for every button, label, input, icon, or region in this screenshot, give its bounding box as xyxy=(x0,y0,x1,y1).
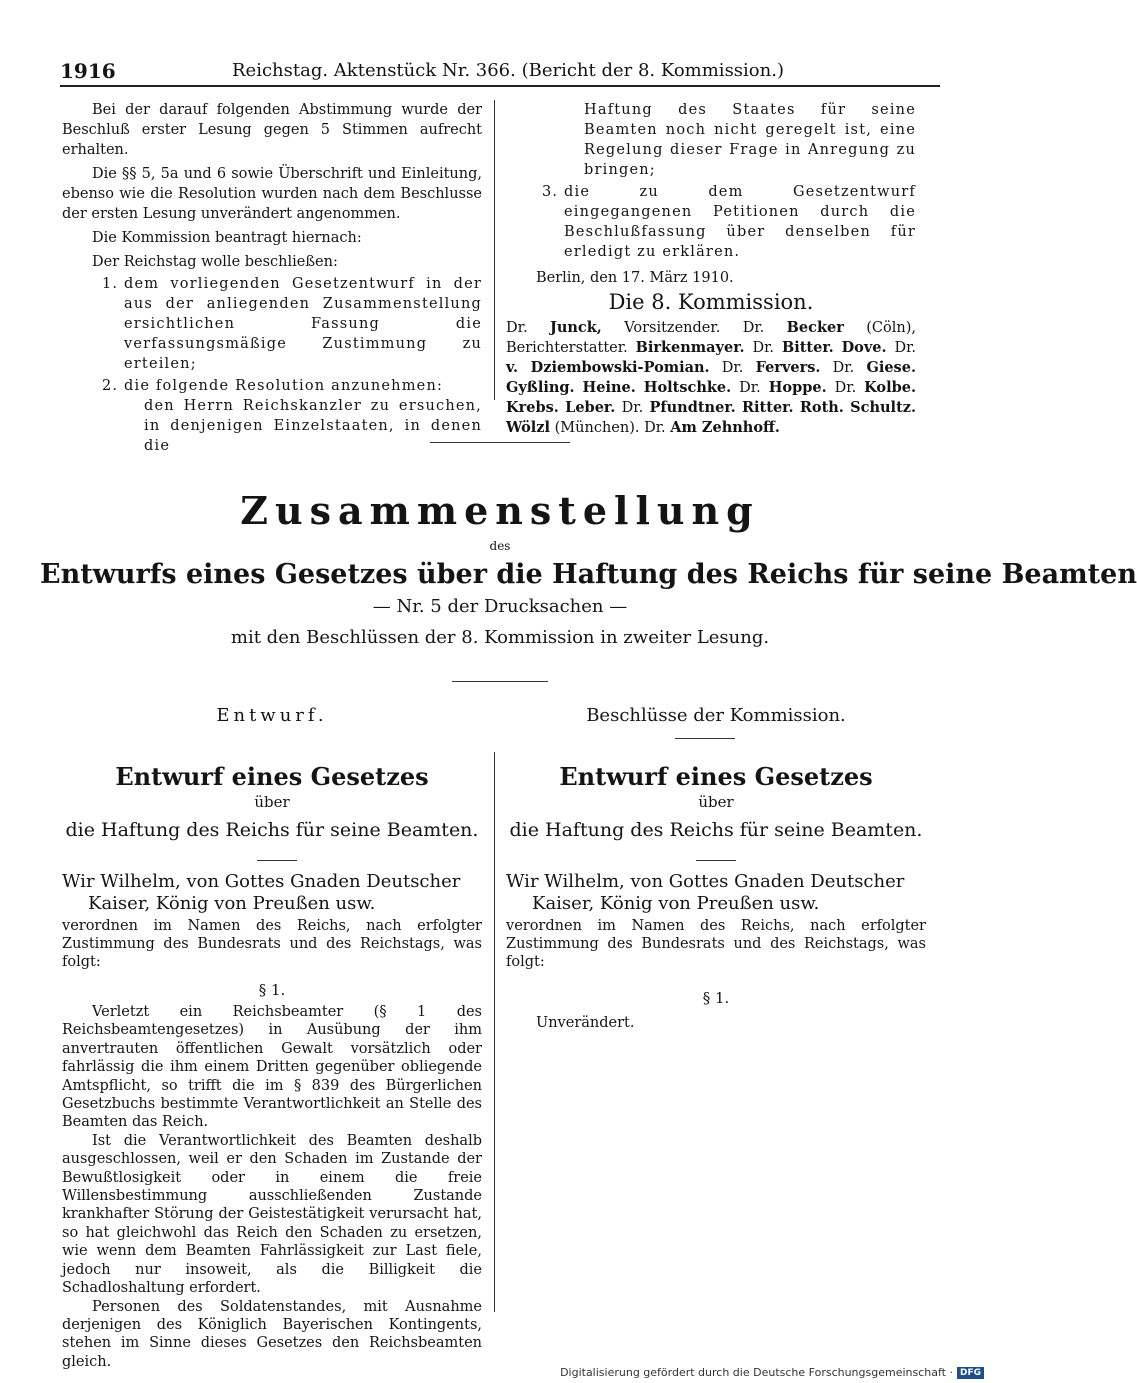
item-text: dem vorliegenden Gesetzentwurf in der aus der anliegenden Zusammenstellung ersichtlichen Fassung die verfassungsmäßige Zustimmung zu erteilen; xyxy=(124,276,482,372)
page-header xyxy=(60,55,940,87)
druck-reference: — Nr. 5 der Drucksachen — xyxy=(372,596,628,617)
title-des: des xyxy=(489,539,511,553)
preamble-verordnen: verordnen im Namen des Reichs, nach erfolgter Zustimmung des Bundesrats und des Reichstags, was folgt: xyxy=(506,918,926,970)
preamble-verordnen: verordnen im Namen des Reichs, nach erfolgter Zustimmung des Bundesrats und des Reichstags, was folgt: xyxy=(62,918,482,970)
member-name: Birkenmayer. xyxy=(635,339,745,356)
member-name: Giese. xyxy=(866,359,916,376)
report-paragraph: Die Kommission beantragt hiernach: xyxy=(92,230,362,246)
report-paragraph: Der Reichstag wolle beschließen: xyxy=(92,254,338,270)
member-name: Leber. xyxy=(565,399,616,416)
separator-rule xyxy=(675,738,735,739)
member-text: Dr. xyxy=(826,380,865,396)
preamble-line: Kaiser, König von Preußen usw. xyxy=(88,893,376,914)
paragraph-number: § 1. xyxy=(702,989,730,1007)
draft-right-section xyxy=(506,762,926,1033)
running-title: Reichstag. Aktenstück Nr. 366. (Bericht der 8. Kommission.) xyxy=(232,60,784,81)
member-text: Dr. xyxy=(744,340,782,356)
member-text: Dr. xyxy=(709,360,756,376)
report-right-column xyxy=(506,100,916,438)
section-title: Entwurf eines Gesetzes xyxy=(115,762,429,791)
report-paragraph: Die §§ 5, 5a und 6 sowie Überschrift und Einleitung, ebenso wie die Resolution wurden nach dem Beschlusse der ersten Lesung unverändert angenommen. xyxy=(62,166,482,222)
title-block xyxy=(40,488,1137,648)
item-text: die folgende Resolution anzunehmen: xyxy=(124,378,444,394)
member-name: Heine. xyxy=(582,379,636,396)
item-text: die zu dem Gesetzentwurf eingegangenen Petitionen durch die Beschlußfassung über denselben für erledigt zu erklären. xyxy=(564,184,916,260)
member-name: Ritter. xyxy=(741,399,794,416)
item-number: 2. xyxy=(102,378,119,394)
committee-members xyxy=(506,318,916,438)
preamble xyxy=(62,871,482,915)
item-number: 3. xyxy=(542,184,559,200)
member-name: Schultz. xyxy=(850,399,917,416)
report-left-column xyxy=(62,100,482,456)
column-divider xyxy=(494,752,495,1312)
member-name: Pfundtner. xyxy=(649,399,736,416)
member-text xyxy=(834,340,842,356)
section-title: Entwurf eines Gesetzes xyxy=(559,762,873,791)
column-divider xyxy=(494,100,495,400)
member-name: Fervers. xyxy=(755,359,821,376)
member-name: Dove. xyxy=(841,339,887,356)
paragraph-body xyxy=(62,1003,482,1371)
law-paragraph: Ist die Verantwortlichkeit des Beamten deshalb ausgeschlossen, weil er den Schaden im Zustande der Bewußtlosigkeit oder in einem die freie Willensbestimmung ausschließenden Zustande krankhafter Störung der Geistestätigkeit verursacht hat, so hat gleichwohl das Reich den Schaden zu ersetzen, wie wenn dem Beamten Fahrlässigkeit zur Last fiele, jedoch nur insoweit, als die Billigkeit die Schadloshaltung erfordert. xyxy=(62,1132,482,1297)
law-paragraph: Verletzt ein Reichsbeamter (§ 1 des Reichsbeamtengesetzes) in Ausübung der ihm anvertrauten öffentlichen Gewalt vorsätzlich oder fahrlässig die ihm einem Dritten gegenüber obliegende Amtspflicht, so trifft die im § 839 des Bürgerlichen Gesetzbuchs bestimmte Verantwortlichkeit an Stelle des Beamten das Reich. xyxy=(62,1004,482,1131)
item-number: 1. xyxy=(102,276,119,292)
signature-title: Die 8. Kommission. xyxy=(608,290,814,314)
preamble-line: Wir Wilhelm, von Gottes Gnaden Deutscher xyxy=(506,871,905,892)
member-name: Becker xyxy=(786,319,844,336)
member-name: Am Zehnhoff. xyxy=(670,419,780,436)
title-commission-line: mit den Beschlüssen der 8. Kommission in zweiter Lesung. xyxy=(230,627,770,648)
separator-rule xyxy=(257,860,297,861)
footer-credit xyxy=(560,1366,984,1379)
member-text: Vorsitzender. Dr. xyxy=(601,320,787,336)
resolution-continuation: Haftung des Staates für seine Beamten noch nicht geregelt ist, eine Regelung dieser Frage in Anregung zu bringen; xyxy=(584,102,916,178)
proposal-item-2 xyxy=(102,376,482,396)
preamble-line: Kaiser, König von Preußen usw. xyxy=(532,893,820,914)
member-name: Krebs. xyxy=(506,399,559,416)
section-subject: die Haftung des Reichs für seine Beamten. xyxy=(65,819,479,841)
section-subject: die Haftung des Reichs für seine Beamten. xyxy=(509,819,923,841)
section-ueber: über xyxy=(698,793,734,811)
document-title: Zusammenstellung xyxy=(240,488,760,533)
preamble xyxy=(506,871,926,915)
page-number: 1916 xyxy=(60,59,116,83)
proposal-item-3 xyxy=(542,182,916,262)
right-column-heading: Beschlüsse der Kommission. xyxy=(586,705,846,726)
law-paragraph: Personen des Soldatenstandes, mit Ausnahme derjenigen des Königlich Bayerischen Kontingents, stehen im Sinne dieses Gesetzes den Reichsbeamten gleich. xyxy=(62,1298,482,1370)
paragraph-number: § 1. xyxy=(258,981,286,999)
member-name: v. Dziembowski-Pomian. xyxy=(506,359,710,376)
member-name: Gyßling. xyxy=(506,379,575,396)
unchanged-note: Unverändert. xyxy=(536,1015,635,1031)
left-column-heading: Entwurf. xyxy=(216,705,328,726)
member-text: Dr. xyxy=(820,360,867,376)
member-name: Holtschke. xyxy=(643,379,732,396)
proposal-item-1 xyxy=(102,274,482,374)
separator-rule xyxy=(696,860,736,861)
separator-rule xyxy=(430,442,570,443)
member-text: (München). Dr. xyxy=(550,420,671,436)
report-date: Berlin, den 17. März 1910. xyxy=(536,270,734,286)
member-text: Dr. xyxy=(886,340,917,356)
preamble-line: Wir Wilhelm, von Gottes Gnaden Deutscher xyxy=(62,871,461,892)
member-name: Hoppe. xyxy=(768,379,827,396)
member-name: Bitter. xyxy=(781,339,834,356)
draft-left-section xyxy=(62,762,482,1371)
member-name: Kolbe. xyxy=(864,379,917,396)
report-paragraph: Bei der darauf folgenden Abstimmung wurde der Beschluß erster Lesung gegen 5 Stimmen aufrecht erhalten. xyxy=(62,102,482,158)
dfg-logo: DFG xyxy=(957,1367,984,1379)
separator-rule xyxy=(452,681,548,682)
resolution-text: den Herrn Reichskanzler zu ersuchen, in denjenigen Einzelstaaten, in denen die xyxy=(144,398,482,454)
member-name: Wölzl xyxy=(506,419,551,436)
member-text xyxy=(636,380,644,396)
member-text: Dr. xyxy=(615,400,650,416)
member-text: Dr. xyxy=(731,380,769,396)
member-text: (Cöln), Berichterstatter. xyxy=(506,320,916,356)
member-name: Roth. xyxy=(799,399,844,416)
member-text xyxy=(575,380,583,396)
member-name: Junck, xyxy=(549,319,602,336)
member-text: Dr. xyxy=(506,320,550,336)
section-ueber: über xyxy=(254,793,290,811)
document-subtitle: Entwurfs eines Gesetzes über die Haftung des Reichs für seine Beamten xyxy=(40,559,1137,590)
header-rule xyxy=(60,85,940,87)
footer-note: Digitalisierung gefördert durch die Deutsche Forschungsgemeinschaft · xyxy=(560,1366,953,1379)
